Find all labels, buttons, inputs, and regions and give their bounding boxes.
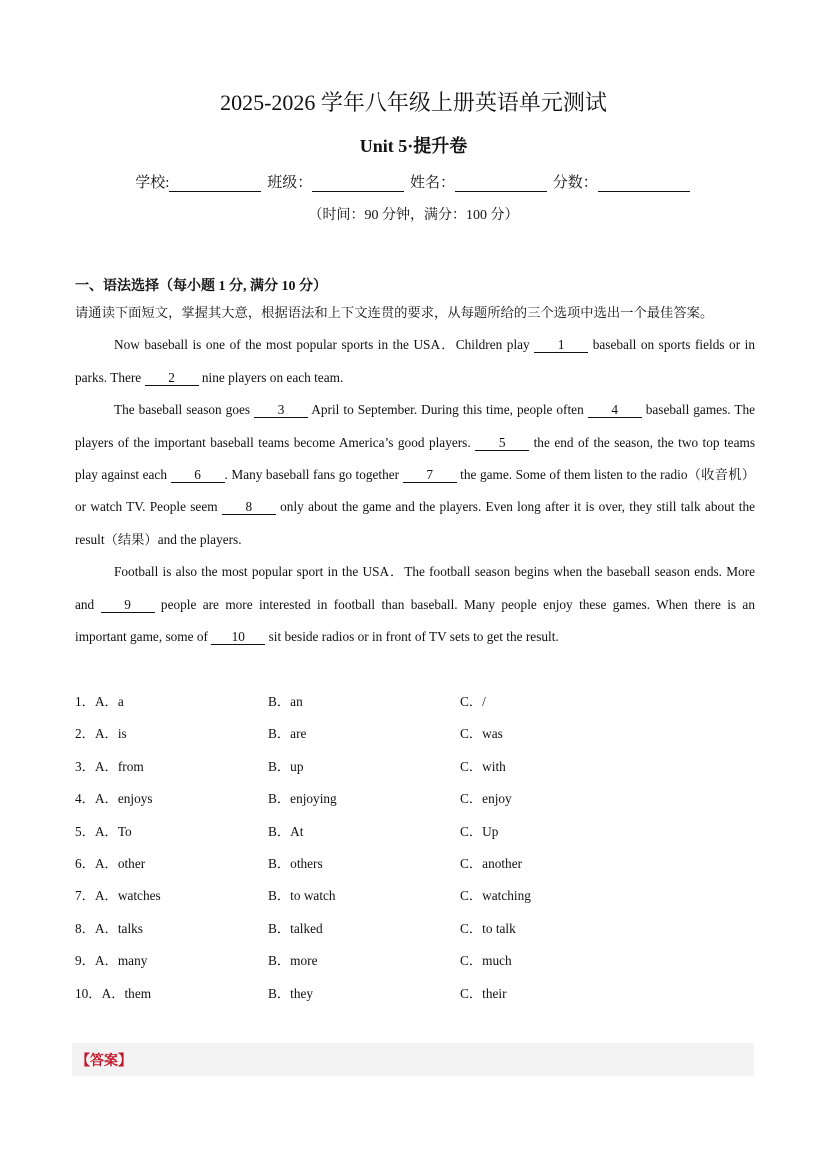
option-c: C．another (460, 855, 523, 871)
time-note: （时间：90 分钟，满分：100 分） (308, 208, 519, 223)
score-label: 分数： (552, 175, 598, 191)
passage-text: . Many baseball fans go together (224, 467, 403, 483)
option-c: C．to talk (460, 920, 516, 936)
school-field[interactable] (169, 175, 261, 192)
passage-paragraph (75, 329, 755, 394)
page-subtitle: Unit 5·提升卷 (359, 136, 468, 156)
blank-6: 6 (171, 467, 225, 483)
option-b: B．an (268, 694, 303, 709)
student-info (0, 171, 827, 192)
passage-text: sit beside radios or in front of TV sets to get the result. (265, 629, 559, 645)
school-label: 学校: (135, 175, 170, 191)
option-b: B．more (268, 953, 318, 969)
option-c: C．watching (460, 888, 531, 904)
instruction: 请通读下面短文，掌握其大意，根据语法和上下文连贯的要求，从每题所给的三个选项中选出一个最佳答案。 (75, 305, 714, 320)
blank-9: 9 (101, 597, 155, 613)
option-a: 10．A．them (75, 985, 152, 1001)
option-a: 6．A．other (75, 855, 146, 871)
question-row (75, 718, 755, 750)
passage-text: people are more interested in football than baseball. Many people enjoy these games. When there is an important game, some of (75, 596, 755, 645)
passage-paragraph (75, 556, 755, 653)
option-c: C．enjoy (460, 791, 512, 807)
name-field[interactable] (455, 175, 547, 192)
option-a: 5．A．To (75, 823, 132, 839)
question-row (75, 751, 755, 783)
options-list (75, 686, 755, 1010)
option-a: 3．A．from (75, 758, 144, 774)
option-b: B．they (268, 985, 314, 1001)
blank-4: 4 (588, 402, 642, 418)
question-row (75, 978, 755, 1010)
option-a: 9．A．many (75, 953, 148, 969)
page-title: 2025-2026 学年八年级上册英语单元测试 (220, 90, 607, 115)
blank-7: 7 (403, 467, 457, 483)
option-b: B．talked (268, 920, 323, 936)
option-c: C．was (460, 726, 503, 742)
option-c: C．with (460, 758, 506, 774)
answer-box (72, 1043, 754, 1076)
option-b: B．At (268, 823, 304, 839)
blank-2: 2 (145, 370, 199, 386)
passage-text: The baseball season goes (114, 402, 255, 418)
option-a: 1．A．a (75, 694, 124, 709)
option-b: B．up (268, 758, 304, 774)
option-a: 2．A．is (75, 726, 127, 742)
option-c: C．Up (460, 823, 499, 839)
passage-paragraph (75, 394, 755, 556)
option-a: 8．A．talks (75, 920, 143, 936)
passage-text: nine players on each team. (198, 369, 344, 385)
passage-text: Football is also the most popular sport in the USA．The football season begins when the baseball season ends. More and (75, 564, 755, 612)
option-b: B．others (268, 855, 323, 871)
option-b: B．to watch (268, 888, 336, 904)
option-c: C．much (460, 953, 512, 969)
question-row (75, 945, 755, 977)
blank-8: 8 (222, 499, 276, 515)
section-heading: 一、语法选择（每小题 1 分, 满分 10 分） (75, 279, 327, 294)
option-a: 4．A．enjoys (75, 791, 153, 807)
passage-text: baseball games. The players of the important baseball teams become America’s good players. (75, 402, 756, 450)
option-a: 7．A．watches (75, 888, 161, 904)
question-row (75, 783, 755, 815)
question-row (75, 686, 755, 718)
score-field[interactable] (598, 175, 690, 192)
blank-5: 5 (475, 435, 529, 451)
passage-text: Now baseball is one of the most popular sports in the USA．Children play (114, 337, 535, 353)
class-label: 班级： (267, 175, 313, 191)
passage-text: the game. Some of them listen to the radio（收音机）or watch TV. People seem (75, 467, 755, 515)
option-b: B．are (268, 726, 307, 742)
question-row (75, 848, 755, 880)
passage-text: the end of the season, the two top teams play against each (75, 434, 756, 483)
passage-text: only about the game and the players. Even long after it is over, they still talk about the result（结果）and the players. (75, 499, 755, 547)
class-field[interactable] (312, 175, 404, 192)
question-row (75, 880, 755, 912)
passage (75, 297, 755, 653)
option-c: C．their (460, 985, 507, 1001)
question-row (75, 913, 755, 945)
blank-3: 3 (254, 402, 308, 418)
option-b: B．enjoying (268, 791, 337, 807)
blank-1: 1 (534, 337, 588, 353)
passage-text: April to September. During this time, people often (308, 402, 588, 418)
blank-10: 10 (211, 629, 265, 645)
question-row (75, 816, 755, 848)
option-c: C．/ (460, 694, 486, 709)
passage-text: baseball on sports fields or in parks. There (75, 337, 755, 385)
answer-label: 【答案】 (76, 1054, 132, 1069)
name-label: 姓名： (409, 175, 455, 191)
